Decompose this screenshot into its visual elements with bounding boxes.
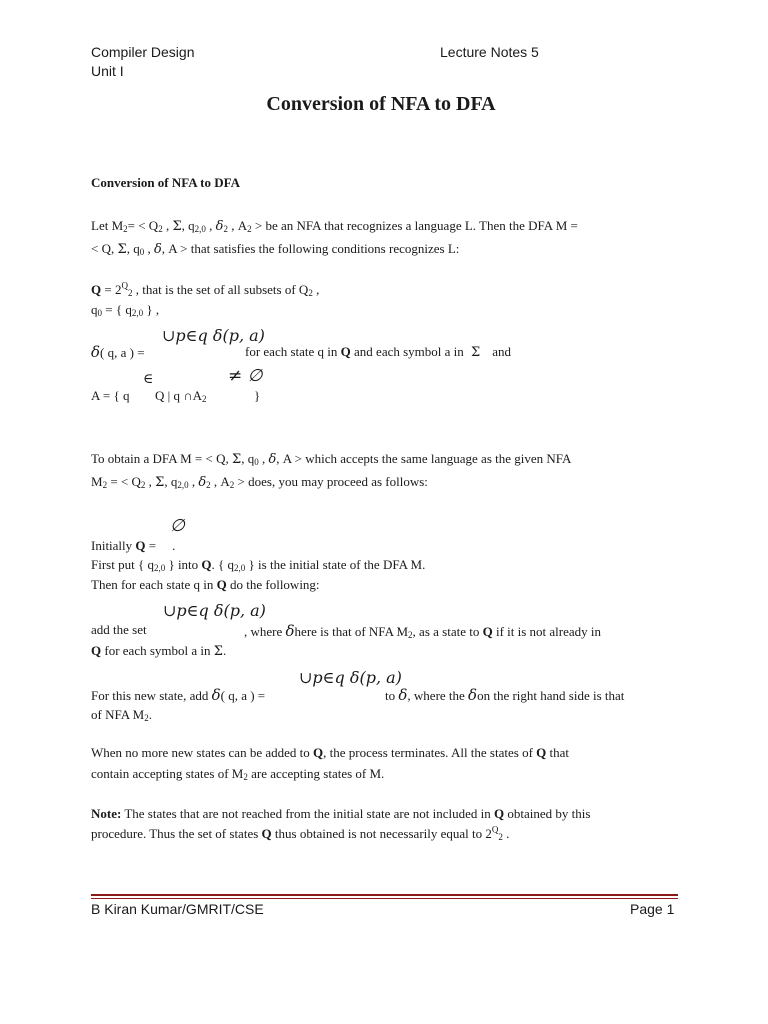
procedure-add-label: add the set [91, 622, 147, 637]
procedure-initially: Initially Q = . [91, 538, 176, 553]
note-line-1: Note: The states that are not reached from the initial state are not included in Q obtained by this [91, 806, 591, 821]
procedure-new-state-2: of NFA $M_2$. [91, 707, 152, 723]
sigma-symbol: Σ [172, 219, 182, 234]
footer-rule-bottom [91, 898, 678, 899]
condition-delta: δ( q, a ) = [91, 343, 145, 361]
union-formula-2: ∪p∈q δ(p, a) [163, 601, 266, 620]
union-formula: ∪p∈q δ(p, a) [162, 326, 265, 345]
condition-A-set: Q | q $\cap A_2$ [155, 388, 207, 404]
terminate-line-2: contain accepting states of $M_2$ are accepting states of M. [91, 766, 385, 782]
condition-q0: $q_0$ = { $q_{2,0}$ } , [91, 302, 160, 318]
condition-A: A = { q [91, 388, 130, 403]
procedure-then: Then for each state q in Q do the following: [91, 577, 320, 592]
element-of-symbol: ∈ [143, 371, 154, 387]
procedure-line-1: To obtain a DFA M = < Q, Σ, $q_0$ , δ, A > which accepts the same language as the given NFA [91, 451, 572, 467]
header-unit: Unit I [91, 63, 124, 79]
footer-page-number: Page 1 [630, 901, 675, 917]
section-heading: Conversion of NFA to DFA [91, 175, 241, 190]
terminate-line-1: When no more new states can be added to Q, the process terminates. All the states of Q that [91, 745, 570, 760]
procedure-add-line-2: Q for each symbol a in Σ. [91, 643, 227, 659]
union-formula-3: ∪p∈q δ(p, a) [299, 668, 402, 687]
footer-rule-top [91, 894, 678, 896]
intro-line-1: Let $M_2= < Q_2$ , Σ, $q_{2,0}$ , $\delta_2$ , $A_2$ > be an NFA that recognizes a language L. Then the DFA M = [91, 218, 578, 234]
page-title: Conversion of NFA to DFA [266, 93, 496, 115]
procedure-first: First put { $q_{2,0}$ } into Q. { $q_{2,0}$ } is the initial state of the DFA M. [91, 557, 426, 573]
not-empty-symbol: ≠ ∅ [228, 366, 263, 386]
delta-symbol: δ [215, 219, 224, 234]
empty-set-symbol: ∅ [170, 516, 185, 536]
procedure-add-line: , where δhere is that of NFA $M_2$, as a state to Q if it is not already in [244, 622, 602, 640]
footer-author: B Kiran Kumar/GMRIT/CSE [91, 901, 264, 917]
header-course: Compiler Design [91, 44, 195, 60]
condition-Q: $Q = 2^Q_2$ , that is the set of all subsets of $Q_2$ , [91, 280, 320, 298]
note-label: Note: [91, 806, 122, 821]
condition-A-end: } [254, 388, 261, 403]
procedure-new-state-cont: to δ, where the δon the right hand side is that [385, 686, 625, 704]
intro-line-2: < Q, Σ, $q_0$ , δ, A > that satisfies the following conditions recognizes L: [91, 241, 460, 257]
condition-delta-desc: for each state q in Q and each symbol a in Σ and [245, 344, 512, 360]
procedure-line-2: $M_2$ = < $Q_2$ , Σ, $q_{2,0}$ , $\delta_2$ , $A_2$ > does, you may proceed as follows: [91, 474, 428, 490]
header-lecture: Lecture Notes 5 [440, 44, 539, 60]
note-line-2: procedure. Thus the set of states Q thus obtained is not necessarily equal to $2^Q_2$ . [91, 824, 510, 842]
procedure-new-state: For this new state, add δ( q, a ) = [91, 686, 266, 704]
